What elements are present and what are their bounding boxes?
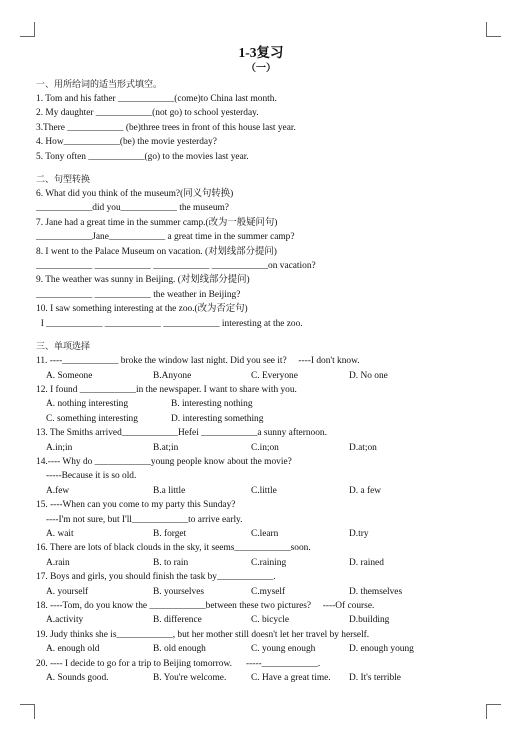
crop-mark-top-right xyxy=(486,22,501,37)
question-stem: 11. ----____________ broke the window last night. Did you see it? ----I don't know. xyxy=(36,356,360,367)
crop-mark-top-left xyxy=(20,22,35,37)
options-row xyxy=(36,397,486,411)
question-stem: 14.---- Why do ____________young people know about the movie? xyxy=(36,456,292,467)
question-line: 7. Jane had a great time in the summer camp.(改为一般疑问句) xyxy=(36,217,278,228)
option-a: A.rain xyxy=(46,557,70,568)
option-c: C.little xyxy=(251,485,277,496)
question-line: 3.There ____________ (be)three trees in front of this house last year. xyxy=(36,122,296,133)
section-heading-sentence-transform: 二、句型转换 xyxy=(36,175,91,186)
options-row xyxy=(36,613,486,627)
option-c: C. bicycle xyxy=(251,615,290,626)
answer-line: ____________ ____________ the weather in Beijing? xyxy=(36,289,241,300)
option-b: B. You're welcome. xyxy=(153,673,227,684)
question-stem: 17. Boys and girls, you should finish the task by____________. xyxy=(36,572,276,583)
options-row xyxy=(36,441,486,455)
question-stem: 19. Judy thinks she is____________, but her mother still doesn't let her travel by herself. xyxy=(36,629,370,640)
option-b: B. yourselves xyxy=(153,586,205,597)
option-a: A.few xyxy=(46,485,70,496)
option-d: D. enough young xyxy=(349,644,414,655)
option-d: D. interesting something xyxy=(171,413,264,424)
question-stem: 13. The Smiths arrived____________Hefei ____________a sunny afternoon. xyxy=(36,428,327,439)
question-line: 8. I went to the Palace Museum on vacation. (对划线部分提问) xyxy=(36,246,277,257)
option-c: C. young enough xyxy=(251,644,316,655)
option-c: C.myself xyxy=(251,586,286,597)
options-row xyxy=(36,642,486,656)
option-b: B. to rain xyxy=(153,557,189,568)
option-a: A.activity xyxy=(46,615,84,626)
question-stem: 18. ----Tom, do you know the ____________between these two pictures? ----Of course. xyxy=(36,601,375,611)
option-a: A. yourself xyxy=(46,586,89,597)
option-c: C.in;on xyxy=(251,442,279,453)
question-stem-reply: ----I'm not sure, but I'll____________to arrive early. xyxy=(46,514,243,525)
option-b: B. old enough xyxy=(153,644,206,655)
question-line: 5. Tony often ____________(go) to the movies last year. xyxy=(36,151,249,162)
options-row xyxy=(36,369,486,383)
option-a: A. enough old xyxy=(46,644,100,655)
option-d: D. a few xyxy=(349,485,382,496)
options-row xyxy=(36,585,486,599)
option-d: D. rained xyxy=(349,557,384,568)
option-a: A.in;in xyxy=(46,442,73,453)
options-row xyxy=(36,527,486,541)
question-stem-reply: -----Because it is so old. xyxy=(46,471,137,482)
question-line: 10. I saw something interesting at the zoo.(改为否定句) xyxy=(36,304,248,315)
section-heading-fill-in: 一、用所给词的适当形式填空。 xyxy=(36,80,163,90)
question-line: 9. The weather was sunny in Beijing. (对划线部分提问) xyxy=(36,275,250,286)
option-d: D. It's terrible xyxy=(349,673,401,684)
options-row xyxy=(36,556,486,570)
option-d: D.try xyxy=(349,528,369,539)
option-a: A. wait xyxy=(46,528,74,539)
option-b: B. interesting nothing xyxy=(171,399,253,410)
option-d: D.building xyxy=(349,615,390,626)
question-stem: 20. ---- I decide to go for a trip to Beijing tomorrow. -----____________. xyxy=(36,658,321,669)
question-stem: 12. I found ____________in the newspaper. I want to share with you. xyxy=(36,384,297,395)
page-subtitle: （一） xyxy=(246,63,276,74)
crop-mark-bottom-left xyxy=(20,704,35,719)
option-a: A. Sounds good. xyxy=(46,673,109,684)
option-c: C. Have a great time. xyxy=(251,673,331,684)
question-line: 1. Tom and his father ____________(come)to China last month. xyxy=(36,94,277,104)
options-row xyxy=(36,412,486,426)
option-b: B.Anyone xyxy=(153,370,192,381)
answer-line: ____________Jane____________ a great time in the summer camp? xyxy=(36,232,295,243)
answer-line: ____________did you____________ the museum? xyxy=(36,203,229,214)
question-stem: 16. There are lots of black clouds in the sky, it seems____________soon. xyxy=(36,543,311,554)
option-c: C. something interesting xyxy=(46,413,138,424)
option-b: B.at;in xyxy=(153,442,179,453)
option-d: D. No one xyxy=(349,370,388,381)
options-row xyxy=(36,484,486,498)
option-d: D. themselves xyxy=(349,586,403,597)
option-a: A. nothing interesting xyxy=(46,399,129,410)
crop-mark-bottom-right xyxy=(486,704,501,719)
answer-line: I ____________ ____________ ____________ interesting at the zoo. xyxy=(36,318,303,329)
option-a: A. Someone xyxy=(46,370,93,381)
question-line: 2. My daughter ____________(not go) to school yesterday. xyxy=(36,108,259,119)
option-d: D.at;on xyxy=(349,442,377,453)
page-title: 1-3复习 xyxy=(238,45,284,60)
question-line: 6. What did you think of the museum?(同义句转换) xyxy=(36,189,234,200)
answer-line: ____________ ____________ ____________ ____________on vacation? xyxy=(36,261,316,272)
worksheet-page xyxy=(36,44,486,685)
question-line: 4. How____________(be) the movie yesterday? xyxy=(36,137,217,148)
option-c: C.raining xyxy=(251,557,287,568)
section-heading-multiple-choice: 三、单项选择 xyxy=(36,342,91,353)
option-b: B. forget xyxy=(153,528,187,539)
option-b: B. difference xyxy=(153,615,202,626)
question-stem: 15. ----When can you come to my party this Sunday? xyxy=(36,500,236,511)
option-b: B.a little xyxy=(153,485,186,496)
options-row xyxy=(36,671,486,685)
option-c: C.learn xyxy=(251,528,279,539)
option-c: C. Everyone xyxy=(251,370,298,381)
